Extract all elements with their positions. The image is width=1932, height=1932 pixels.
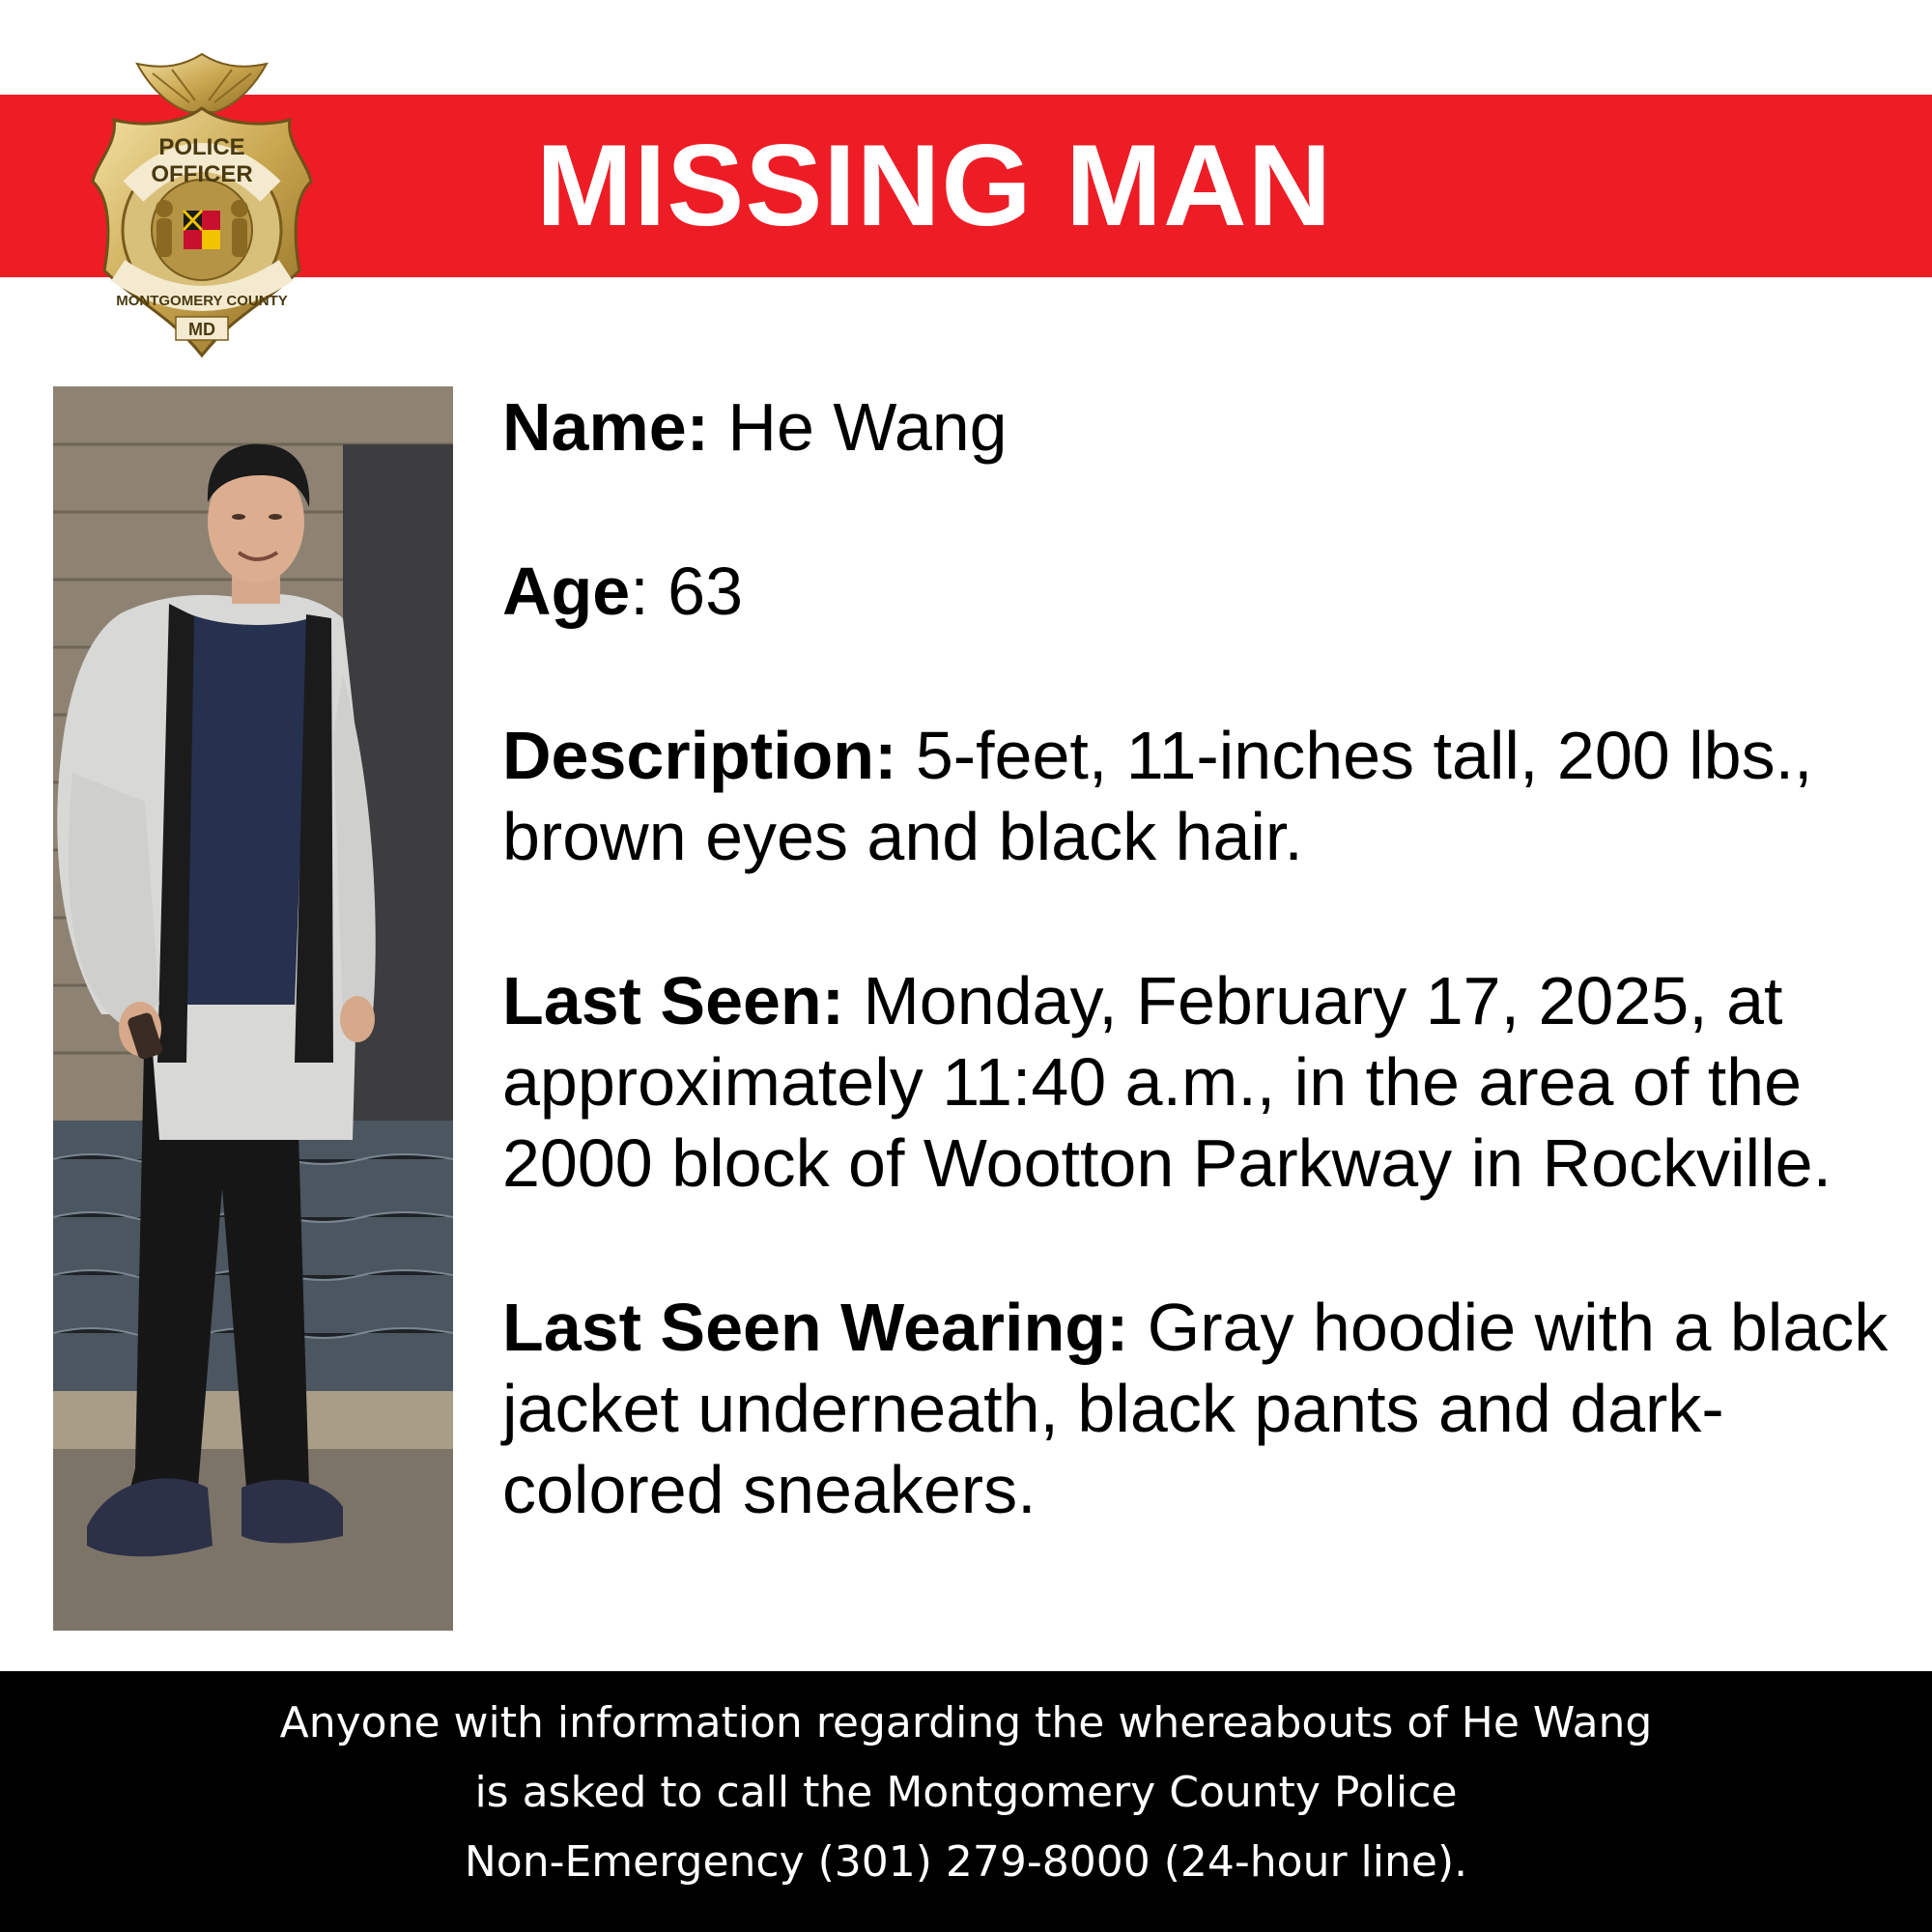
badge-state: MD bbox=[188, 320, 215, 339]
contact-footer bbox=[0, 1671, 1932, 1932]
badge-county: MONTGOMERY COUNTY bbox=[116, 293, 288, 309]
age-field bbox=[502, 551, 1922, 632]
contact-line-2: is asked to call the Montgomery County Police bbox=[474, 1768, 1458, 1817]
name-field bbox=[502, 386, 1922, 468]
last-seen-wearing-label: Last Seen Wearing: bbox=[502, 1290, 1129, 1365]
last-seen-wearing-field bbox=[502, 1287, 1922, 1530]
contact-message bbox=[0, 1671, 1932, 1897]
last-seen-value: Monday, February 17, 2025, at approximately 11:40 a.m., in the area of the 2000 block of Wootton Parkway in Rockville. bbox=[502, 963, 1833, 1201]
age-label: Age bbox=[502, 554, 631, 629]
page-title: MISSING MAN bbox=[536, 121, 1333, 250]
badge-line1: POLICE bbox=[158, 134, 245, 160]
description-label: Description: bbox=[502, 718, 897, 793]
contact-line-1: Anyone with information regarding the whereabouts of He Wang bbox=[279, 1698, 1653, 1747]
last-seen-wearing-value: Gray hoodie with a black jacket underneath, black pants and dark-colored sneakers. bbox=[502, 1290, 1889, 1527]
age-value: : 63 bbox=[630, 554, 744, 629]
last-seen-field bbox=[502, 960, 1922, 1204]
name-value: He Wang bbox=[708, 389, 1008, 465]
name-label: Name: bbox=[502, 389, 709, 465]
contact-line-3: Non-Emergency (301) 279-8000 (24-hour line). bbox=[464, 1837, 1468, 1887]
description-value: 5-feet, 11-inches tall, 200 lbs., brown eyes and black hair. bbox=[502, 718, 1813, 874]
badge-line2: OFFICER bbox=[151, 161, 253, 187]
last-seen-label: Last Seen: bbox=[502, 963, 844, 1038]
missing-person-details bbox=[502, 386, 1922, 1613]
missing-person-photo bbox=[53, 386, 453, 1631]
description-field bbox=[502, 715, 1922, 877]
police-badge-icon bbox=[75, 46, 328, 370]
